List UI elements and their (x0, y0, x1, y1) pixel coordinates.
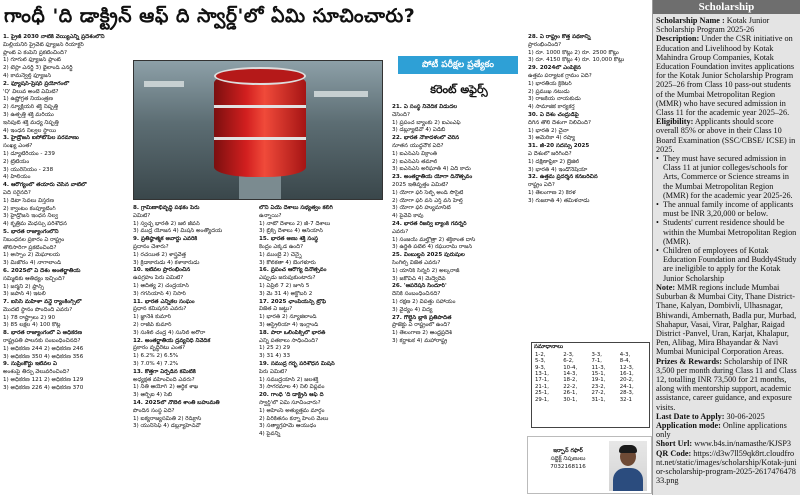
sidebar-title: Scholarship (653, 0, 800, 14)
answer-cell: 13-1, (535, 371, 549, 378)
question-option: తొలిసారిగా ప్రకటించింది? (3, 244, 57, 251)
paragraph-label: Eligibility: (656, 117, 694, 127)
answer-cell: 15-1, (591, 371, 606, 378)
question-option: 1) యానిక్ సిన్నర్ 2) అల్కరాజ్ (392, 267, 460, 274)
reactor-band (214, 137, 306, 140)
answer-cell: 22-2, (563, 383, 578, 390)
question-option: విజేత ఏ జట్టు? (259, 306, 293, 313)
answer-cell: 11-3, (591, 364, 606, 371)
short-url-label: Short Url: (656, 439, 693, 449)
question-option: 1) రక్షణ 2) విపత్తు సహాయం (392, 298, 456, 305)
question-text: 18. పారా ఒలింపిక్స్‌లో భారత్ (259, 329, 326, 336)
question-option: 4) ఇంధన నిల్వల స్థాయి (3, 127, 57, 134)
pipe (144, 81, 184, 87)
answer-cell: 29-1, (535, 396, 549, 403)
question-option: 1) రూ. 1000 కోట్లు 2) రూ. 2500 కోట్లు (528, 49, 619, 56)
question-option: 3) 31 4) 33 (259, 353, 291, 360)
question-option: 3) క్రీడాకారుడు 4) కళాకారుడు (133, 259, 200, 266)
answer-cell: 18-2, (563, 377, 578, 384)
question-option: 3) సుశీల్ చంద్ర 4) సునీల్ అరోరా (133, 329, 206, 336)
sidebar-paragraphs (656, 16, 797, 154)
question-option: 3) బ్రిక్స్ దేశాలు 4) ఆసియాన్ (259, 228, 323, 235)
question-option: దేనికి సంబంధించినది? (392, 291, 441, 298)
avatar-body (613, 468, 643, 491)
paragraph-text: Applicants should score overall 85% or above in their Class 10 Board Examination (SSC/CBSE/ ICSE) in 2025. (656, 117, 796, 154)
answer-cell: 25-1, (535, 390, 549, 397)
question-option: సమ్మిట్‌కు ఆతిథ్యం ఇచ్చింది? (3, 275, 65, 282)
answer-cell: 26-1, (563, 390, 578, 397)
question-option: 1) అహింసే అత్యుత్తమ మార్గం (259, 407, 325, 414)
question-option: 1) డ్యూటీరియం - 239 (3, 150, 55, 157)
last-date-text: 30-06-2025 (724, 411, 765, 421)
question-option: రాష్ట్రపతి పాలనకు సంబంధించినది? (3, 338, 81, 345)
question-option: 3) యురేనియం - 238 (3, 166, 54, 173)
answer-cell: 3-3, (591, 351, 603, 358)
eligibility-item: • Students' current residence should be within the Mumbai Metropolitan Region (MMR). (656, 218, 797, 246)
question-option: 1) జ్ఞానేశ్ కుమార్ (133, 314, 172, 321)
question-option: 1) భారత్ 2) న్యూజిలాండ్ (259, 314, 317, 321)
answer-cell: 17-1, (535, 377, 549, 384)
question-option: 3) 85 లక్షల 4) 100 కోట్ల (3, 322, 61, 329)
question-text: 11. భారత ఎన్నికల సంఘం (133, 298, 195, 305)
question-option: 1) రచయిత 2) శాస్త్రవేత్త (133, 251, 186, 258)
question-text: 2. ఫ్యూషన్-ప్రెషర్ ప్రయోగంలో (3, 80, 70, 87)
question-option: 3) అమెరికా 4) రష్యా (528, 135, 576, 142)
question-option: సింగిల్స్ విజేత ఎవరు? (392, 259, 441, 266)
question-option: 2025 ఇతివృత్తం ఏమిటి? (392, 181, 449, 188)
question-option: ప్రారంభించింది? (528, 41, 562, 48)
question-option: ఎన్ని పతకాలు సాధించింది? (259, 337, 319, 344)
question-option: 1) గూగుల్ ఫ్యూజన్ ప్లాంట్ (3, 57, 61, 64)
question-option: 1) జర్మనీ 2) ఫ్రాన్స్ (3, 283, 44, 290)
question-option: 4) కామన్వెల్త్ ఫ్యూజన్ (3, 72, 52, 79)
question-text: 31. జీ-20 సదస్సు 2025 (528, 143, 590, 150)
answer-cell: 19-1, (591, 377, 606, 384)
prizes-label: Prizes & Rewards: (656, 356, 722, 366)
question-option: 'Q' విలువ అంటే ఏమిటి? (3, 88, 59, 95)
sidebar-paragraph (656, 117, 797, 154)
question-option: 1) అస్సాం 2) మేఘాలయ (3, 252, 60, 259)
question-option: ప్రాజెక్టు ఏ రాష్ట్రంలో ఉంది? (392, 322, 451, 329)
question-option: 1) తెలంగాణ 2) ఆంధ్రప్రదేశ్ (392, 330, 452, 337)
question-option: 1) నీతి ఆయోగ్ 2) ఆర్థిక శాఖ (133, 384, 199, 391)
question-option: ఉత్తమ పర్యాటక గ్రామం ఏది? (528, 72, 592, 79)
reactor-photo (133, 60, 383, 200)
question-option: నూతన యుద్ధనౌక ఏది? (392, 142, 444, 149)
question-text: 1. ప్రైజ్ 2030 నాటికి వెయ్యిఎన్ని ప్రదేశంలోని (3, 34, 105, 40)
answer-cell: 31-1, (591, 396, 606, 403)
question-option: 1) అధికరణ 121 2) అధికరణ 129 (3, 377, 84, 384)
question-option: పొందిన సంస్థ ఏది? (133, 407, 175, 414)
question-option: 3) జపాన్ 4) ఇటలీ (3, 291, 46, 298)
question-text: లోని ఏయే దేశాలు సభ్యత్వం కలిగి (259, 205, 333, 211)
question-option: 1) ఐఎన్ఎస్ విక్రాంత్ (392, 150, 438, 157)
author-role: సబ్జెక్ట్ నిపుణులు (550, 456, 586, 462)
question-option: సంఖ్య ఎంత? (3, 143, 33, 150)
question-text: 28. ఏ రాష్ట్రం కొత్త పథకాన్ని (528, 34, 591, 40)
answer-cell: 16-1, (619, 371, 634, 378)
answer-cell: 9-3, (535, 364, 546, 371)
question-option: 3) అధికరణ 226 4) అధికరణ 370 (3, 384, 84, 391)
answer-cell: 27-2, (591, 390, 606, 397)
question-option: 3) ముద్ర యోజన 4) మిషన్ అంత్యోదయ (133, 228, 223, 235)
question-text: 32. ఉత్తమ ప్రదర్శన కనబరిచిన (528, 174, 598, 181)
reactor-cylinder (214, 73, 306, 177)
question-option: 2) ఐఎన్ఎస్ తమాల్ (392, 158, 438, 165)
question-option: 1) ముంబై 2) చెన్నై (259, 251, 302, 258)
question-option: మొదటి స్థానం పొందింది ఎవరు? (3, 306, 73, 313)
question-text: 23. అంతర్జాతీయ యోగా దినోత్సవం (392, 174, 473, 181)
question-option: 1) భారత్ 2) చైనా (528, 127, 569, 134)
question-column-1 (3, 34, 129, 494)
question-option: ఉపగ్రహం పేరు ఏమిటి? (133, 275, 184, 282)
question-option: అంశంపై తీర్పు వెలువరించింది? (3, 369, 70, 376)
sidebar-paragraph (656, 16, 797, 34)
sidebar-qr-code (656, 449, 797, 486)
question-column-4 (392, 104, 525, 494)
eligibility-list (656, 154, 797, 283)
question-text: 3. హైడ్రోజన్ ఐసోటోప్‌ల పరమాణు (3, 135, 79, 142)
question-option: 1) ప్రపంచ బ్యాంకు 2) ఐఎంఎఫ్ (392, 119, 461, 126)
question-option: 3) రూ. 4150 కోట్లు 4) రూ. 10,000 కోట్లు (528, 57, 625, 64)
answer-cell: 21-1, (535, 383, 549, 390)
question-option: 1) సంజయ్ మల్హోత్రా 2) శక్తికాంత దాస్ (392, 236, 476, 243)
question-column-3 (259, 205, 387, 493)
question-option: 4) కృత్రిమ మేధస్సు పరిశోధన (3, 221, 67, 228)
question-option: స్వార్డ్'లో ఏమి సూచించారు? (259, 399, 321, 406)
qr-code-link[interactable]: https://d3w7ll59qk8rt.cloudfront.net/static/images/scholarship/Kotak-junior-scholarship-program-2025-261747647833.png (656, 448, 797, 486)
question-option: 3) భారత్ 4) ఇండోనేషియా (528, 166, 588, 173)
question-option: ఎప్పుడు జరుపుకుంటారు? (259, 275, 316, 282)
short-url-link[interactable]: www.b4s.in/namasthe/KJSP3 (692, 439, 792, 449)
question-option: 3) జకోవిచ్ 4) మెద్వెదెవ్ (392, 275, 446, 282)
question-option: మిల్లియనీర్ ప్రైవేట్ ఫ్యూజన్ రియాక్టర్ (3, 41, 84, 48)
mode-label: Application mode: (656, 420, 721, 430)
question-option: 2) క్వాంటం కంప్యూటింగ్ (3, 205, 56, 212)
answer-cell: 20-2, (619, 377, 634, 384)
question-option: 1) 25 2) 29 (259, 345, 291, 352)
question-option: ఏది సరైనది? (3, 189, 31, 196)
eligibility-item: • They must have secured admission in Class 11 at junior colleges/schools for Arts, Commerce or Science streams in the Mumbai Metropolitan Region (MMR) for the academic year 2025-26. (656, 154, 797, 200)
answer-key-table (534, 352, 647, 403)
question-option: 3) సత్యాగ్రహమే ఆయుధం (259, 423, 317, 430)
question-option: ప్లాంట్ ఏ కంపెనీ ప్రకటించింది? (3, 49, 67, 56)
reactor-band (214, 105, 306, 108)
question-option: 1) దక్షిణాఫ్రికా 2) బ్రెజిల్ (528, 158, 580, 165)
note-text: MMR regions include Mumbai Suburban & Mumbai City, Thane District-Thane, Kalyan, Dombivli, Ulhasnagar, Bhiwandi, Ambernath, Badla pur, Murbad, Shahapur, Vasai, Virar, Palghar, Raigad District -Panvel, Uran, Karjat, Khalapur, Pen, Alibag, Mira Bhayandar & Navi Mumbai Municipal Corporation Areas. (656, 282, 797, 357)
pipe (314, 91, 368, 97)
scholarship-sidebar (652, 0, 800, 495)
paragraph-text: Under the CSR initiative on Education and Livelihood by Kotak Mahindra Group Companies, Kotak Education Foundation invites applications for the Kotak Junior Scholarship Program 2025–26 from Class 10 pass-out students of the Mumbai Metropolitan Region (MMR) who have secured admission in Class 11 for the academic year 2025–26. (656, 34, 795, 118)
question-option: రాష్ట్రం ఏది? (528, 182, 555, 189)
section-subtitle: కరెంట్ అఫైర్స్ (430, 83, 488, 96)
question-text: 14. 2025లో నోబెల్ శాంతి బహుమతి (133, 399, 220, 406)
sidebar-prizes (656, 357, 797, 412)
question-option: 3) ఐఎన్ఎస్ అరిఘాత్ 4) ఏదీ కాదు (392, 166, 471, 173)
question-option: ఏ దేశంలో జరిగింది? (528, 150, 572, 157)
answer-cell: 1-2, (535, 351, 546, 358)
paragraph-label: Description: (656, 34, 700, 44)
question-option: చేసింది? (392, 111, 410, 118)
answer-cell: 5-3, (535, 358, 546, 365)
question-option: దిగిన తొలి దేశంగా నిలిచింది? (528, 119, 591, 126)
question-option: 3) హైడ్రోజన్ ఇంధన నిల్వ (3, 213, 59, 220)
question-option: 4) పైవన్నీ (259, 431, 281, 438)
question-option: 3) యునిసెఫ్ 4) డబ్ల్యూహెచ్‌వో (133, 423, 201, 430)
question-option: 3) ఆర్బీఐ 4) సెబీ (133, 392, 173, 399)
question-option: అధ్యక్షత వహించింది ఎవరు? (133, 376, 195, 383)
sidebar-paragraph (656, 34, 797, 117)
question-option: 1) నాటో దేశాలు 2) జీ-7 దేశాలు (259, 220, 331, 227)
question-option: 3) కర్ణాటక 4) మహారాష్ట్ర (392, 337, 448, 344)
author-phone: 7032168116 (550, 464, 586, 470)
question-option: 1) తెలంగాణ 2) కేరళ (528, 189, 576, 196)
question-option: ఎవరు? (392, 228, 409, 235)
question-text: 27. గోల్డెన్ బ్లాక్ ప్రతిపాదిత (392, 314, 452, 321)
question-text: 22. భారత నౌకాదళంలో చేరిన (392, 135, 460, 142)
question-column-5 (528, 34, 650, 339)
answer-cell: 4-3, (619, 351, 631, 358)
sidebar-short-url (656, 439, 797, 448)
question-column-2 (133, 205, 255, 493)
answer-cell: 32-1 (619, 396, 632, 403)
question-option: 3) మిజోరం 4) నాగాలాండ్ (3, 260, 62, 267)
answer-cell: 14-3, (563, 371, 578, 378)
paragraph-label: Scholarship Name : (656, 16, 725, 25)
question-option: 1) సముద్రయాన్ 2) జలశక్తి (259, 376, 319, 383)
avatar (609, 441, 647, 491)
question-option: 2) రాజీవ్ కుమార్ (133, 321, 172, 328)
last-date-label: Last Date to Apply: (656, 411, 725, 421)
question-option: 1) అధికరణ 244 2) అధికరణ 246 (3, 345, 84, 352)
question-text: 29. 2024లో ఎంపికైన (528, 65, 581, 72)
question-option: ఏమిటి? (133, 212, 151, 219)
question-option: 3) ఆస్ట్రేలియా 4) ఇంగ్లాండ్ (259, 321, 319, 328)
question-option: 3) ఉర్జిత్ పటేల్ 4) రఘురామ్ రాజన్ (392, 244, 473, 251)
question-text: 13. కొత్తగా ఏర్పడిన కమిటీకి (133, 368, 196, 375)
question-option: 3) ఉత్పత్తి శక్తి మరియు (3, 111, 54, 118)
answer-key (531, 342, 650, 428)
question-option: ఇన్‌పుట్ శక్తి మధ్య నిష్పత్తి (3, 119, 59, 126)
question-text: 24. భారత రిజర్వ్ బ్యాంక్ గవర్నర్ (392, 220, 467, 227)
sidebar-mode (656, 421, 797, 439)
question-option: 1) డేటా సేవలు విస్తరణ (3, 197, 54, 204)
paragraph-text: Kotak Junior Scholarship Program 2025-26 (656, 16, 770, 35)
question-option: 4) హీలియం (3, 174, 31, 181)
question-option: 3) రాజకీయ నాయకుడు (528, 96, 581, 103)
question-option: 3) సాగరమాల 4) నీలి విప్లవం (259, 384, 325, 391)
question-option: కేంద్రం ఎక్కడ ఉంది? (259, 243, 304, 250)
question-option: 3) గగన్‌యాన్ 4) నిసార్ (133, 290, 186, 297)
eligibility-item: • The annual family income of applicants must be INR 3,20,000 or below. (656, 200, 797, 218)
question-option: 2) యోగా ఫర్ వన్ ఎర్త్ వన్ హెల్త్ (392, 197, 463, 204)
question-option: నిబంధనల ప్రకారం ఏ రాష్ట్రం (3, 236, 65, 243)
question-text: 17. 2025 ఛాంపియన్స్ ట్రోఫీ (259, 298, 327, 305)
answer-cell: 2-3, (563, 351, 574, 358)
mode-text: Online applications only (656, 420, 787, 440)
eligibility-item: • Children of employees of Kotak Education Foundation and Buddy4Study are ineligible to apply for the Kotak Junior Scholarship (656, 246, 797, 283)
question-option: 4) పైవేవీ కావు (392, 213, 424, 220)
question-option: 1) ఆదిత్య 2) చంద్రయాన్ (133, 282, 189, 289)
sidebar-note (656, 283, 797, 357)
question-option: 4) సామాజిక కార్యకర్త (528, 104, 575, 111)
question-text: 9. సుప్రీంకోర్టు ఇటీవల ఏ (3, 361, 57, 368)
question-option: 1) స్వచ్ఛ భారత్ 2) జల్ జీవన్ (133, 220, 200, 227)
answer-cell: 10-4, (563, 364, 578, 371)
answer-cell: 12-3, (619, 364, 634, 371)
question-text: 25. వింబుల్డన్ 2025 పురుషుల (392, 252, 465, 259)
question-option: 3) గుజరాత్ 4) తమిళనాడు (528, 197, 590, 204)
note-label: Note: (656, 282, 676, 292)
question-text: 9. ప్రతిష్ఠాత్మక అవార్డు ఎవరికి (133, 236, 198, 243)
question-option: 3) వైద్యం 4) విద్య (392, 306, 433, 313)
question-text: 20. గాంధీ 'ది డాక్ట్రిన్ ఆఫ్ ది (259, 392, 324, 399)
prizes-text: Scholarship of INR 3,500 per month during Class 11 and Class 12, totalling INR 73,500 for 21 months, along with mentorship support, academic assistance, career guidance, and exposure visits. (656, 356, 797, 412)
answer-cell: 23-2, (591, 383, 606, 390)
author-info (532, 447, 604, 471)
answer-row (534, 397, 647, 403)
question-text: 5. భారత రాజ్యాంగంలోని (3, 228, 59, 235)
question-option: 3) అధికరణ 350 4) అధికరణ 356 (3, 353, 84, 360)
question-text: 12. అంతర్జాతీయ ద్రవ్యనిధి నివేదిక (133, 337, 211, 344)
answer-cell: 8-4, (619, 358, 631, 365)
question-option: 3) కోల్‌కతా 4) బెంగళూరు (259, 259, 316, 266)
author-box (527, 436, 652, 494)
answer-cell: 28-3, (619, 390, 634, 397)
question-option: 3) డబ్ల్యూటీవో 4) ఏడీబీ (392, 127, 446, 134)
question-text: 6. 2025లో ఏ దేశం అంతర్జాతీయ (3, 267, 81, 274)
qr-code-label: QR Code: (656, 448, 692, 458)
question-text: 15. భారత అణు శక్తి సంస్థ (259, 236, 319, 243)
question-option: 3) 7.0% 4) 7.2% (133, 360, 179, 367)
question-option: 1) భారతీయ క్రికెటర్ (528, 80, 572, 87)
question-option: 1) 6.2% 2) 6.5% (133, 353, 179, 360)
question-option: 3) మే 31 4) అక్టోబర్ 2 (259, 290, 313, 297)
reactor-top (214, 67, 306, 85)
answer-cell: 6-2, (563, 358, 574, 365)
question-option: ప్రదానం చేశారు? (133, 243, 169, 250)
question-text: 21. ఏ సంస్థ నివేదిక విడుదల (392, 104, 458, 110)
section-banner: పోటీ పరీక్షల ప్రత్యేకం (398, 56, 518, 74)
question-option: 1) ఏప్రిల్ 7 2) జూన్ 5 (259, 282, 310, 289)
question-text: 19. సముద్ర గర్భ పరిశోధన మిషన్ (259, 360, 335, 367)
question-option: 1) యోగా ఫర్ సెల్ఫ్ అండ్ సొసైటీ (392, 189, 464, 196)
question-option: 2) ట్రిటియం (3, 158, 30, 165)
author-name: ఇర్ఫాన్ గఫార్ (553, 448, 583, 454)
question-text: 8. గ్రామీణాభివృద్ధి పథకం పేరు (133, 205, 200, 211)
question-text: 26. 'ఆపరేషన్ సిందూర్' (392, 283, 447, 290)
question-option: ప్రకారం వృద్ధిరేటు ఎంత? (133, 345, 186, 352)
question-text: 7. ఐసిసి మహిళా వన్డే ర్యాంకింగ్స్‌లో (3, 299, 82, 306)
avatar-hair (619, 445, 637, 453)
question-option: 2) ప్రముఖ నటుడు (528, 88, 570, 95)
question-option: 2) న్యూక్లియర్ శక్తి నిష్పత్తి (3, 104, 59, 111)
question-option: 1) 78 రాష్ట్రాలు 2) 90 (3, 314, 56, 321)
question-text: 16. ప్రపంచ ఆరోగ్య దినోత్సవం (259, 267, 327, 274)
question-option: పేరు ఏమిటి? (259, 368, 288, 375)
question-text: 10. ఇటీవల ప్రారంభించిన (133, 267, 191, 274)
question-option: 1) ఐక్యరాజ్యసమితి 2) రెడ్‌క్రాస్ (133, 415, 202, 422)
question-option: ఉన్నాయి? (259, 212, 282, 219)
page-headline: గాంధీ 'ది డాక్ట్రిన్ ఆఫ్ ది స్వార్డ్'లో ఏమి సూచించారు? (4, 5, 416, 27)
answer-key-heading: సమాధానాలు (534, 344, 563, 350)
question-option: ప్రధాన కమిషనర్ ఎవరు? (133, 306, 187, 313)
answer-cell: 30-1, (563, 396, 578, 403)
question-text: 8. భారత రాజ్యాంగంలో ఏ అధికరణ (3, 330, 82, 337)
question-option: 2) పిరికితనం కన్నా హింస మేలు (259, 415, 329, 422)
question-text: 4. ఆరోగ్యంలో తయారు చేసిన వాటిలో (3, 182, 87, 189)
sidebar-last-date (656, 412, 797, 421)
question-text: 30. ఏ దేశం చంద్రుడిపై (528, 111, 579, 118)
question-option: 1) ఉష్ణోగ్రత నియంత్రణ (3, 96, 53, 103)
question-option: 2) టెస్లా ఎనర్జీ 3) థైలాండ్ ఎనర్జీ (3, 65, 73, 72)
question-option: 3) యోగా ఫర్ హ్యుమానిటీ (392, 205, 451, 212)
answer-cell: 24-1, (619, 383, 634, 390)
answer-cell: 7-1, (591, 358, 603, 365)
